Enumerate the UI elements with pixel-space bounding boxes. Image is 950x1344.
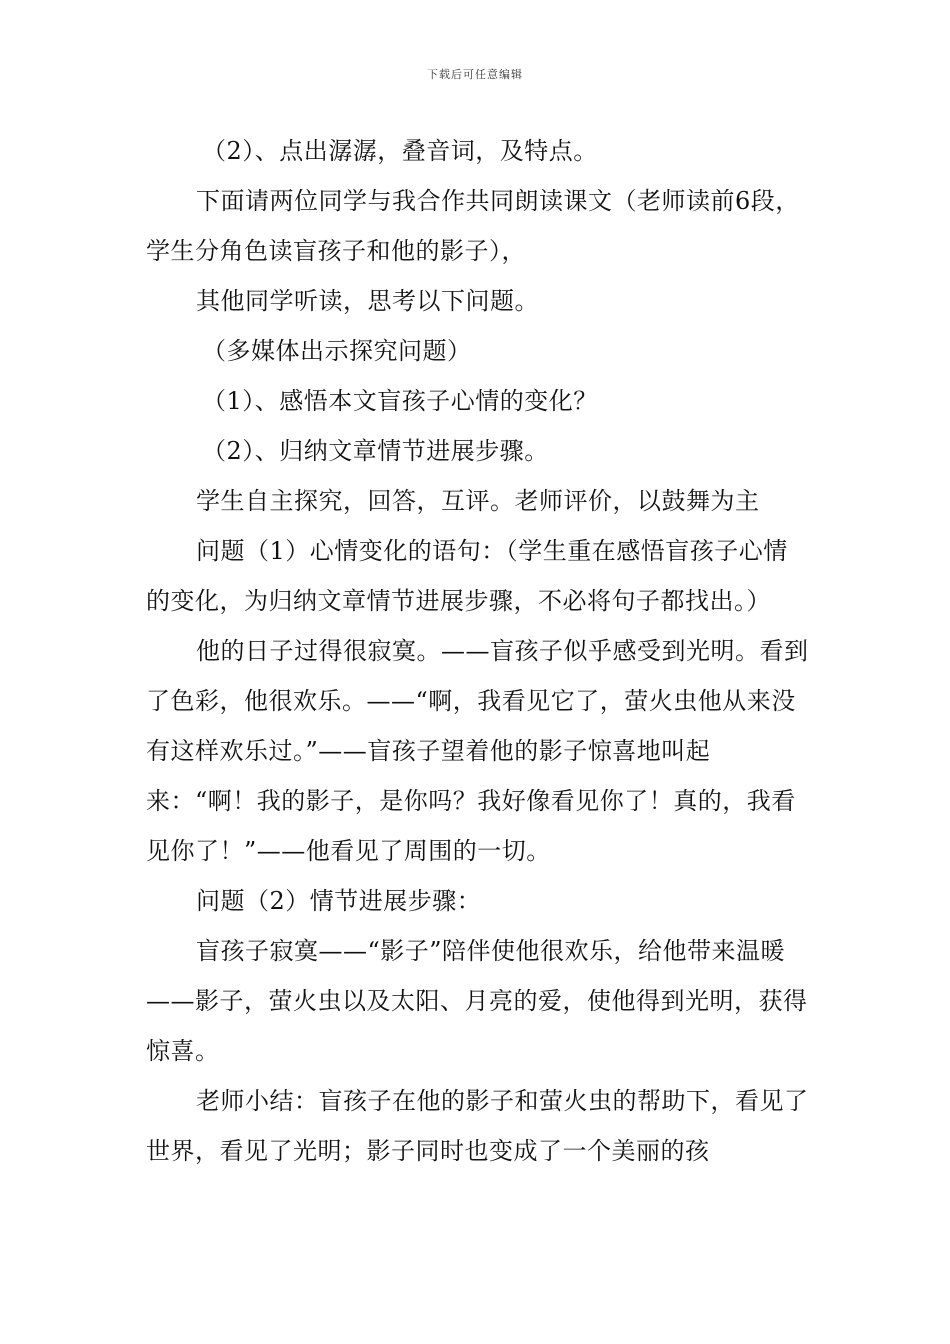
paragraph: 下面请两位同学与我合作共同朗读课文（老师读前6段，学生分角色读盲孩子和他的影子）， bbox=[146, 187, 800, 265]
paragraph: （2）、点出潺潺，叠音词，及特点。 bbox=[202, 137, 598, 165]
paragraph: 问题（1）心情变化的语句：（学生重在感悟盲孩子心情的变化，为归纳文章情节进展步骤，不必将句子都找出。） bbox=[146, 537, 788, 615]
paragraph: 其他同学听读，思考以下问题。 bbox=[196, 287, 539, 315]
paragraph: 问题（2）情节进展步骤： bbox=[196, 887, 482, 915]
paragraph: 盲孩子寂寞——“影子”陪伴使他很欢乐，给他带来温暖——影子，萤火虫以及太阳、月亮的爱，使他得到光明，获得惊喜。 bbox=[146, 937, 808, 1065]
paragraph: 他的日子过得很寂寞。——盲孩子似乎感受到光明。看到了色彩，他很欢乐。——“啊，我看见它了，萤火虫他从来没有这样欢乐过。”——盲孩子望着他的影子惊喜地叫起来：“啊！我的影子，是你吗？我好像看见你了！真的，我看见你了！”——他看见了周围的一切。 bbox=[146, 637, 809, 865]
page-header: 下载后可任意编辑 bbox=[427, 68, 523, 81]
paragraph: （1）、感悟本文盲孩子心情的变化？ bbox=[202, 387, 598, 415]
document-body bbox=[146, 126, 810, 1176]
paragraph: 学生自主探究，回答，互评。老师评价，以鼓舞为主 bbox=[196, 487, 760, 515]
paragraph: （多媒体出示探究问题） bbox=[202, 337, 472, 365]
paragraph: （2）、归纳文章情节进展步骤。 bbox=[202, 437, 549, 465]
paragraph: 老师小结：盲孩子在他的影子和萤火虫的帮助下，看见了世界，看见了光明；影子同时也变成了一个美丽的孩 bbox=[146, 1087, 809, 1165]
